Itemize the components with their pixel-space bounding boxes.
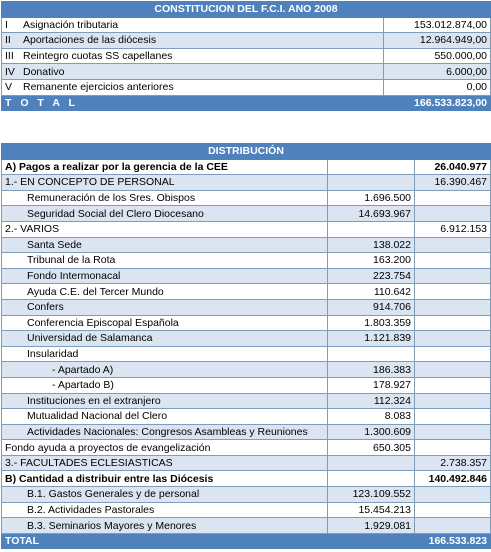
constitucion-total-label: T O T A L — [2, 95, 384, 111]
distribucion-item-subtotal: 2.738.357 — [415, 455, 491, 471]
constitucion-item-number: III — [5, 50, 14, 63]
constitucion-item-label: Remanente ejercicios anteriores — [23, 81, 174, 94]
distribucion-row — [2, 471, 491, 487]
distribucion-item-label: 2.- VARIOS — [2, 221, 328, 237]
constitucion-item-number: IV — [5, 65, 15, 78]
constitucion-total-row — [2, 95, 491, 111]
distribucion-item-amount — [328, 221, 415, 237]
distribucion-row — [2, 393, 491, 409]
constitucion-item-label: Donativo — [23, 65, 65, 78]
constitucion-item-value: 6.000,00 — [384, 64, 491, 80]
distribucion-row — [2, 331, 491, 347]
distribucion-item-label: Fondo Intermonacal — [2, 268, 328, 284]
distribucion-item-amount — [328, 455, 415, 471]
distribucion-item-label: B.1. Gastos Generales y de personal — [2, 487, 328, 503]
distribucion-item-label: A) Pagos a realizar por la gerencia de la CEE — [2, 159, 328, 175]
distribucion-item-subtotal — [415, 346, 491, 362]
constitucion-item — [2, 79, 384, 95]
distribucion-row — [2, 159, 491, 175]
constitucion-item — [2, 17, 384, 33]
distribucion-item-label: - Apartado B) — [2, 377, 328, 393]
distribucion-row — [2, 424, 491, 440]
distribucion-item-amount: 1.300.609 — [328, 424, 415, 440]
distribucion-item-label: Insularidad — [2, 346, 328, 362]
constitucion-row — [2, 79, 491, 95]
constitucion-item-value: 153.012.874,00 — [384, 17, 491, 33]
distribucion-item-subtotal — [415, 253, 491, 269]
distribucion-item-label: Seguridad Social del Clero Diocesano — [2, 206, 328, 222]
distribucion-item-subtotal — [415, 190, 491, 206]
distribucion-item-label: Universidad de Salamanca — [2, 331, 328, 347]
distribucion-item-amount: 1.803.359 — [328, 315, 415, 331]
distribucion-item-subtotal — [415, 502, 491, 518]
distribucion-item-amount: 123.109.552 — [328, 487, 415, 503]
distribucion-item-label: Remuneración de los Sres. Obispos — [2, 190, 328, 206]
constitucion-title: CONSTITUCION DEL F.C.I. ANO 2008 — [2, 2, 491, 18]
distribucion-item-amount: 914.706 — [328, 299, 415, 315]
constitucion-item — [2, 64, 384, 80]
distribucion-item-label: Mutualidad Nacional del Clero — [2, 409, 328, 425]
distribucion-item-amount — [328, 159, 415, 175]
distribucion-item-subtotal: 16.390.467 — [415, 175, 491, 191]
distribucion-item-amount: 163.200 — [328, 253, 415, 269]
distribucion-title: DISTRIBUCIÓN — [2, 144, 491, 160]
constitucion-item-number: V — [5, 81, 13, 94]
constitucion-table — [1, 1, 491, 111]
constitucion-total-value: 166.533.823,00 — [384, 95, 491, 111]
constitucion-item-number: I — [5, 18, 8, 31]
distribucion-item-subtotal — [415, 487, 491, 503]
distribucion-item-subtotal: 6.912.153 — [415, 221, 491, 237]
distribucion-item-label: 1.- EN CONCEPTO DE PERSONAL — [2, 175, 328, 191]
distribucion-row — [2, 362, 491, 378]
distribucion-row — [2, 315, 491, 331]
distribucion-item-label: B.3. Seminarios Mayores y Menores — [2, 518, 328, 534]
distribucion-item-amount: 1.121.839 — [328, 331, 415, 347]
distribucion-item-amount: 112.324 — [328, 393, 415, 409]
distribucion-item-label: Instituciones en el extranjero — [2, 393, 328, 409]
distribucion-item-subtotal: 26.040.977 — [415, 159, 491, 175]
distribucion-row — [2, 487, 491, 503]
distribucion-item-amount: 138.022 — [328, 237, 415, 253]
distribucion-row — [2, 518, 491, 534]
distribucion-row — [2, 253, 491, 269]
distribucion-item-amount: 14.693.967 — [328, 206, 415, 222]
distribucion-item-subtotal — [415, 440, 491, 456]
constitucion-item — [2, 48, 384, 64]
distribucion-row — [2, 268, 491, 284]
distribucion-item-subtotal — [415, 393, 491, 409]
constitucion-row — [2, 48, 491, 64]
constitucion-item-label: Aportaciones de las diócesis — [23, 34, 157, 47]
constitucion-row — [2, 33, 491, 49]
distribucion-item-subtotal — [415, 518, 491, 534]
distribucion-item-amount: 8.083 — [328, 409, 415, 425]
distribucion-item-amount: 1.929.081 — [328, 518, 415, 534]
constitucion-item-number: II — [5, 34, 11, 47]
distribucion-row — [2, 440, 491, 456]
constitucion-row — [2, 17, 491, 33]
distribucion-total-value: 166.533.823 — [415, 533, 491, 549]
distribucion-total-row — [2, 533, 491, 549]
distribucion-item-amount — [328, 175, 415, 191]
distribucion-row — [2, 284, 491, 300]
distribucion-row — [2, 455, 491, 471]
distribucion-item-subtotal — [415, 268, 491, 284]
distribucion-item-label: B.2. Actividades Pastorales — [2, 502, 328, 518]
distribucion-item-label: - Apartado A) — [2, 362, 328, 378]
distribucion-row — [2, 190, 491, 206]
constitucion-item-label: Reintegro cuotas SS capellanes — [23, 50, 173, 63]
distribucion-item-label: Ayuda C.E. del Tercer Mundo — [2, 284, 328, 300]
distribucion-item-label: Fondo ayuda a proyectos de evangelización — [2, 440, 328, 456]
distribucion-row — [2, 409, 491, 425]
distribucion-item-amount: 110.642 — [328, 284, 415, 300]
distribucion-row — [2, 175, 491, 191]
distribucion-row — [2, 502, 491, 518]
constitucion-item-value: 12.964.949,00 — [384, 33, 491, 49]
distribucion-item-subtotal — [415, 284, 491, 300]
constitucion-item-value: 550.000,00 — [384, 48, 491, 64]
distribucion-item-subtotal — [415, 315, 491, 331]
distribucion-item-amount: 650.305 — [328, 440, 415, 456]
distribucion-row — [2, 221, 491, 237]
distribucion-item-amount: 223.754 — [328, 268, 415, 284]
distribucion-item-amount: 1.696.500 — [328, 190, 415, 206]
distribucion-header-row — [2, 144, 491, 160]
constitucion-item-value: 0,00 — [384, 79, 491, 95]
distribucion-item-subtotal — [415, 237, 491, 253]
distribucion-item-amount — [328, 471, 415, 487]
distribucion-item-label: 3.- FACULTADES ECLESIASTICAS — [2, 455, 328, 471]
distribucion-item-amount: 15.454.213 — [328, 502, 415, 518]
distribucion-row — [2, 206, 491, 222]
constitucion-item — [2, 33, 384, 49]
distribucion-item-label: B) Cantidad a distribuir entre las Diócesis — [2, 471, 328, 487]
distribucion-item-subtotal — [415, 362, 491, 378]
distribucion-total-label: TOTAL — [2, 533, 415, 549]
constitucion-item-label: Asignación tributaria — [23, 18, 119, 31]
constitucion-header-row — [2, 2, 491, 18]
distribucion-item-amount: 186.383 — [328, 362, 415, 378]
distribucion-item-subtotal — [415, 331, 491, 347]
distribucion-row — [2, 237, 491, 253]
distribucion-item-label: Santa Sede — [2, 237, 328, 253]
constitucion-row — [2, 64, 491, 80]
distribucion-row — [2, 346, 491, 362]
distribucion-item-subtotal — [415, 409, 491, 425]
distribucion-item-label: Actividades Nacionales: Congresos Asambleas y Reuniones — [2, 424, 328, 440]
distribucion-item-amount — [328, 346, 415, 362]
distribucion-item-subtotal: 140.492.846 — [415, 471, 491, 487]
distribucion-item-label: Tribunal de la Rota — [2, 253, 328, 269]
distribucion-row — [2, 299, 491, 315]
distribucion-table — [1, 143, 491, 549]
distribucion-row — [2, 377, 491, 393]
distribucion-item-subtotal — [415, 206, 491, 222]
distribucion-item-subtotal — [415, 424, 491, 440]
distribucion-item-subtotal — [415, 377, 491, 393]
distribucion-item-label: Confers — [2, 299, 328, 315]
distribucion-item-label: Conferencia Episcopal Española — [2, 315, 328, 331]
distribucion-item-amount: 178.927 — [328, 377, 415, 393]
distribucion-item-subtotal — [415, 299, 491, 315]
